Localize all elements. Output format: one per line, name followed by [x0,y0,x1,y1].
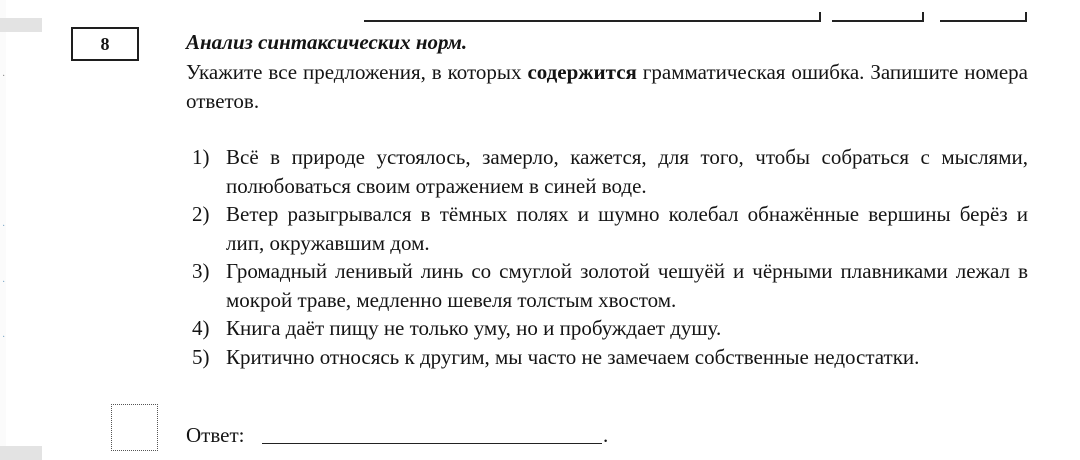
option-text: Громадный ленивый линь со смуглой золотой чешуёй и чёрными плавниками лежал в мокрой траве, медленно шевеля толстым хвостом. [226,259,1028,312]
option-item [192,257,1028,314]
task-title: Анализ синтаксических норм. [186,30,468,54]
top-rule-tick [1025,12,1027,22]
option-number: 2) [192,202,210,226]
instruction-text: грамматическая ошибка. Запишите номера ответов. [186,60,1029,113]
answer-end-mark: . [603,423,609,447]
instruction-text: Укажите все предложения, в которых [186,60,528,84]
task-instruction [186,58,1028,116]
answer-grid-box[interactable] [111,404,158,451]
option-text: Всё в природе устоялось, замерло, кажется, для того, чтобы собраться с мыслями, полюбоваться своим отражением в синей воде. [226,145,1028,198]
task-number-box [71,27,139,61]
option-item [192,343,1028,372]
instruction-emphasis: содержится [527,60,637,84]
option-item [192,143,1028,200]
edge-mark: · [2,71,6,82]
option-item [192,314,1028,343]
option-item [192,200,1028,257]
page-edge-shade [0,446,42,460]
task-number: 8 [100,33,110,54]
option-number: 3) [192,259,210,283]
edge-mark: · [2,221,6,232]
top-rule-line [940,20,1027,22]
top-rule-line [832,20,924,22]
option-text: Ветер разыгрывался в тёмных полях и шумно колебал обнажённые вершины берёз и лип, окружавшим дом. [226,202,1028,255]
edge-mark: · [2,332,6,343]
option-text: Критично относясь к другим, мы часто не замечаем собственные недостатки. [226,344,920,369]
option-number: 5) [192,344,210,369]
options-list [192,143,1028,371]
edge-mark: · [2,277,6,288]
answer-label: Ответ: [186,423,245,447]
answer-input-line[interactable] [262,443,602,444]
top-rule-tick [819,12,821,22]
option-number: 1) [192,145,210,169]
page-edge-shade [0,18,42,32]
option-text: Книга даёт пищу не только уму, но и пробуждает душу. [226,316,722,340]
top-rule-line [364,20,821,22]
top-rule-tick [922,12,924,22]
option-number: 4) [192,316,210,340]
